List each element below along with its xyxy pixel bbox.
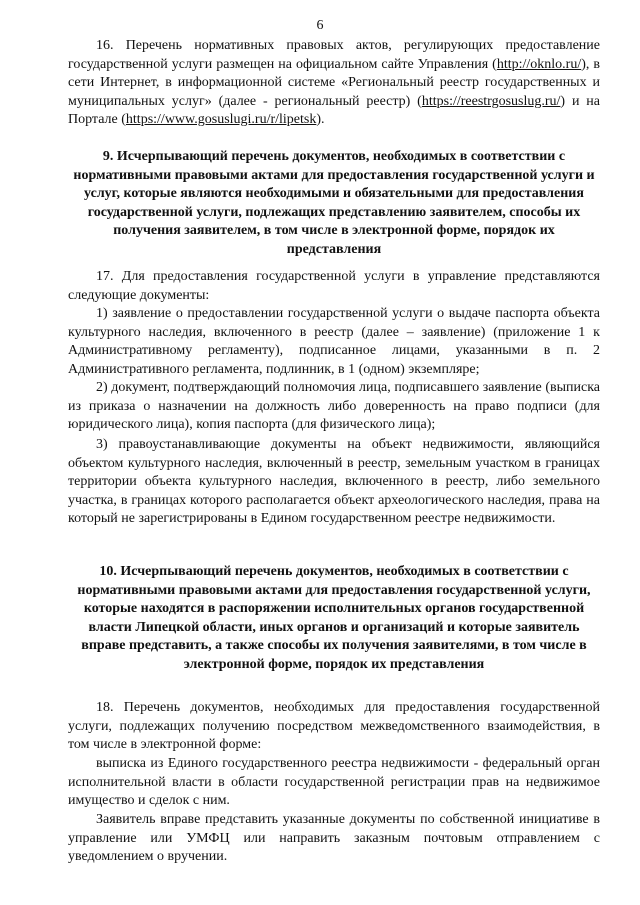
paragraph-16-text-3: ) и на Портале (	[68, 93, 600, 128]
list-item-2: 2) документ, подтверждающий полномочия лица, подписавшего заявление (выписка из приказа о назначении на должность либо доверенность на право подписи (для юридического лица), копия паспорта (для физического лица);	[68, 380, 600, 433]
link-oknlo[interactable]: http://oknlo.ru/	[496, 56, 582, 72]
paragraph-17: 17. Для предоставления государственной услуги в управление представляются следующие документы:	[68, 269, 600, 303]
paragraph-18: 18. Перечень документов, необходимых для предоставления государственной услуги, подлежащих получению посредством межведомственного взаимодействия, в том числе в электронной форме:	[68, 700, 600, 753]
section-10-heading: 10. Исчерпывающий перечень документов, необходимых в соответствии с нормативными правовыми актами для предоставления государственной услуги, которые находятся в распоряжении исполнительных органов государственной власти Липецкой области, иных органов и организаций и которые заявитель вправе представить, а также способы их получения заявителями, в том числе в электронной форме, порядок их представления	[77, 564, 591, 672]
paragraph-16	[68, 37, 600, 130]
list-item-1: 1) заявление о предоставлении государственной услуги о выдаче паспорта объекта культурного наследия, включенного в реестр (далее – заявление) (приложение 1 к Административному регламенту), подписанное лицами, указанными в п. 2 Административного регламента, подлинник, в 1 (одном) экземпляре;	[68, 306, 600, 377]
paragraph-18-extract: выписка из Единого государственного реестра недвижимости - федеральный орган исполнительной власти в области государственной регистрации прав на недвижимое имущество и сделок с ним.	[68, 756, 600, 809]
paragraph-16-text-2: ), в сети Интернет, в информационной системе «Региональный реестр государственных и муниципальных услуг» (далее - региональный реестр) (	[68, 56, 600, 109]
section-9-heading: 9. Исчерпывающий перечень документов, необходимых в соответствии с нормативными правовыми актами для предоставления государственной услуги и услуг, которые являются необходимыми и обязательными для предоставления государственной услуги, подлежащих представлению заявителем, способы их получения заявителем, в том числе в электронной форме, порядок их представления	[73, 149, 595, 257]
link-reestrgosuslug[interactable]: https://reestrgosuslug.ru/	[421, 93, 561, 109]
paragraph-18-applicant: Заявитель вправе представить указанные документы по собственной инициативе в управление или УМФЦ или направить заказным почтовым отправлением с уведомлением о вручении.	[68, 812, 600, 865]
link-gosuslugi[interactable]: https://www.gosuslugi.ru/r/lipetsk	[125, 112, 317, 128]
list-item-3: 3) правоустанавливающие документы на объект недвижимости, являющийся объектом культурного наследия, включенный в реестр, земельным участком в границах территории объекта культурного наследия, включенного в реестр, либо земельного участка, в границах которого располагается объект археологического наследия, права на который не зарегистрированы в Едином государственном реестре недвижимости.	[68, 437, 600, 527]
page-number: 6	[316, 18, 324, 33]
paragraph-16-text-4: ).	[316, 112, 325, 128]
paragraph-16-text-1: 16. Перечень нормативных правовых актов, регулирующих предоставление государственной услуги размещен на официальном сайте Управления (	[68, 38, 600, 72]
